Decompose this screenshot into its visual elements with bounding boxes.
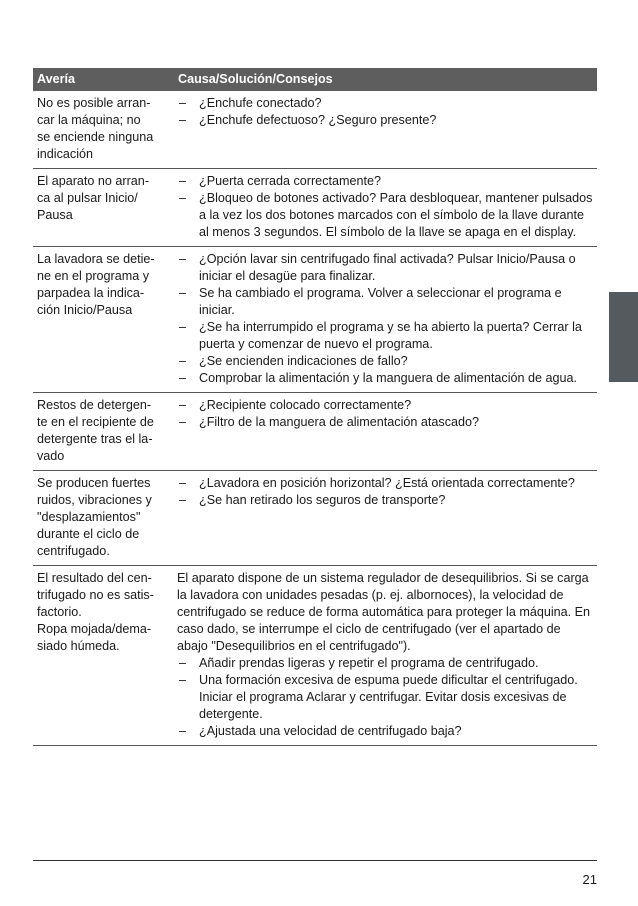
fault-text-line: vado (37, 449, 65, 463)
fault-text-line: siado húmeda. (37, 639, 120, 653)
table-row (33, 471, 597, 566)
cause-solution-cell (174, 393, 597, 471)
solution-item: – ¿Bloqueo de botones activado? Para desbloquear, mantener pulsados a la vez los dos botones marcados con el símbolo de la llave durante al menos 3 segundos. El símbolo de la llave se apaga en el display. (177, 190, 593, 241)
fault-text-line: La lavadora se detie- (37, 252, 155, 266)
fault-text-line: durante el ciclo de (37, 527, 140, 541)
solution-item: – ¿Recipiente colocado correctamente? (177, 397, 593, 414)
solution-item: – Una formación excesiva de espuma puede dificultar el centrifugado. Iniciar el programa Aclarar y centrifugar. Evitar dosis excesivas de detergente. (177, 672, 593, 723)
fault-text-line: detergente tras el la- (37, 432, 153, 446)
fault-text-line: parpadea la indica- (37, 286, 145, 300)
table-row (33, 169, 597, 247)
header-cause-solution: Causa/Solución/Consejos (174, 68, 597, 91)
fault-text-line: ción Inicio/Pausa (37, 303, 133, 317)
solution-item: – ¿Se encienden indicaciones de fallo? (177, 353, 593, 370)
solution-item: – ¿Enchufe conectado? (177, 95, 593, 112)
fault-text-line: Se producen fuertes (37, 476, 151, 490)
solution-item: – ¿Lavadora en posición horizontal? ¿Está orientada correctamente? (177, 475, 593, 492)
fault-text-line: factorio. (37, 605, 82, 619)
table-row (33, 566, 597, 746)
fault-text-line: El aparato no arran- (37, 174, 150, 188)
fault-text-line: Ropa mojada/dema- (37, 622, 152, 636)
fault-text-line: trifugado no es satis- (37, 588, 154, 602)
fault-text-line: centrifugado. (37, 544, 110, 558)
fault-text-line: Restos de detergen- (37, 398, 152, 412)
cause-intro-paragraph: El aparato dispone de un sistema regulador de desequilibrios. Si se carga la lavadora con unidades pesadas (p. ej. albornoces), la velocidad de centrifugado se reduce de forma automática para proteger la máquina. En caso dado, se interrumpe el ciclo de centrifugado (ver el apartado de abajo "Desequilibrios en el centrifugado"). (177, 571, 591, 653)
solution-item: – ¿Opción lavar sin centrifugado final activada? Pulsar Inicio/Pausa o iniciar el desagüe para finalizar. (177, 251, 593, 285)
table-row (33, 393, 597, 471)
fault-cell (33, 91, 174, 169)
fault-text-line: te en el recipiente de (37, 415, 154, 429)
fault-text-line: "desplazamientos" (37, 510, 141, 524)
footer-rule (33, 860, 597, 861)
solution-item: – Se ha cambiado el programa. Volver a seleccionar el programa e iniciar. (177, 285, 593, 319)
fault-text-line: se enciende ninguna (37, 130, 154, 144)
cause-solution-cell (174, 247, 597, 393)
fault-text-line: ruidos, vibraciones y (37, 493, 152, 507)
solution-list (177, 655, 593, 740)
fault-text-line: car la máquina; no (37, 113, 141, 127)
solution-item: – ¿Ajustada una velocidad de centrifugado baja? (177, 723, 593, 740)
cause-solution-cell (174, 566, 597, 746)
fault-text-line: No es posible arran- (37, 96, 151, 110)
fault-cell (33, 471, 174, 566)
chapter-side-tab (609, 292, 638, 382)
solution-item: – ¿Puerta cerrada correctamente? (177, 173, 593, 190)
page-number: 21 (582, 872, 597, 887)
solution-item: – ¿Se han retirado los seguros de transporte? (177, 492, 593, 509)
fault-cell (33, 247, 174, 393)
cause-solution-cell (174, 471, 597, 566)
solution-item: – Añadir prendas ligeras y repetir el programa de centrifugado. (177, 655, 593, 672)
fault-cell (33, 393, 174, 471)
table-row (33, 247, 597, 393)
solution-list (177, 475, 593, 509)
solution-item: – ¿Filtro de la manguera de alimentación atascado? (177, 414, 593, 431)
solution-item: – Comprobar la alimentación y la manguera de alimentación de agua. (177, 370, 593, 387)
solution-list (177, 95, 593, 129)
fault-text-line: Pausa (37, 208, 73, 222)
solution-list (177, 173, 593, 241)
solution-item: – ¿Se ha interrumpido el programa y se ha abierto la puerta? Cerrar la puerta y comenzar de nuevo el programa. (177, 319, 593, 353)
fault-text-line: El resultado del cen- (37, 571, 152, 585)
header-fault: Avería (33, 68, 174, 91)
cause-solution-cell (174, 169, 597, 247)
table-row (33, 91, 597, 169)
solution-list (177, 251, 593, 387)
table-body (33, 91, 597, 746)
solution-list (177, 397, 593, 431)
solution-item: – ¿Enchufe defectuoso? ¿Seguro presente? (177, 112, 593, 129)
table-header-row (33, 68, 597, 91)
fault-text-line: indicación (37, 147, 94, 161)
fault-text-line: ne en el programa y (37, 269, 150, 283)
troubleshooting-table (33, 68, 597, 746)
cause-solution-cell (174, 91, 597, 169)
fault-text-line: ca al pulsar Inicio/ (37, 191, 138, 205)
fault-cell (33, 169, 174, 247)
fault-cell (33, 566, 174, 746)
